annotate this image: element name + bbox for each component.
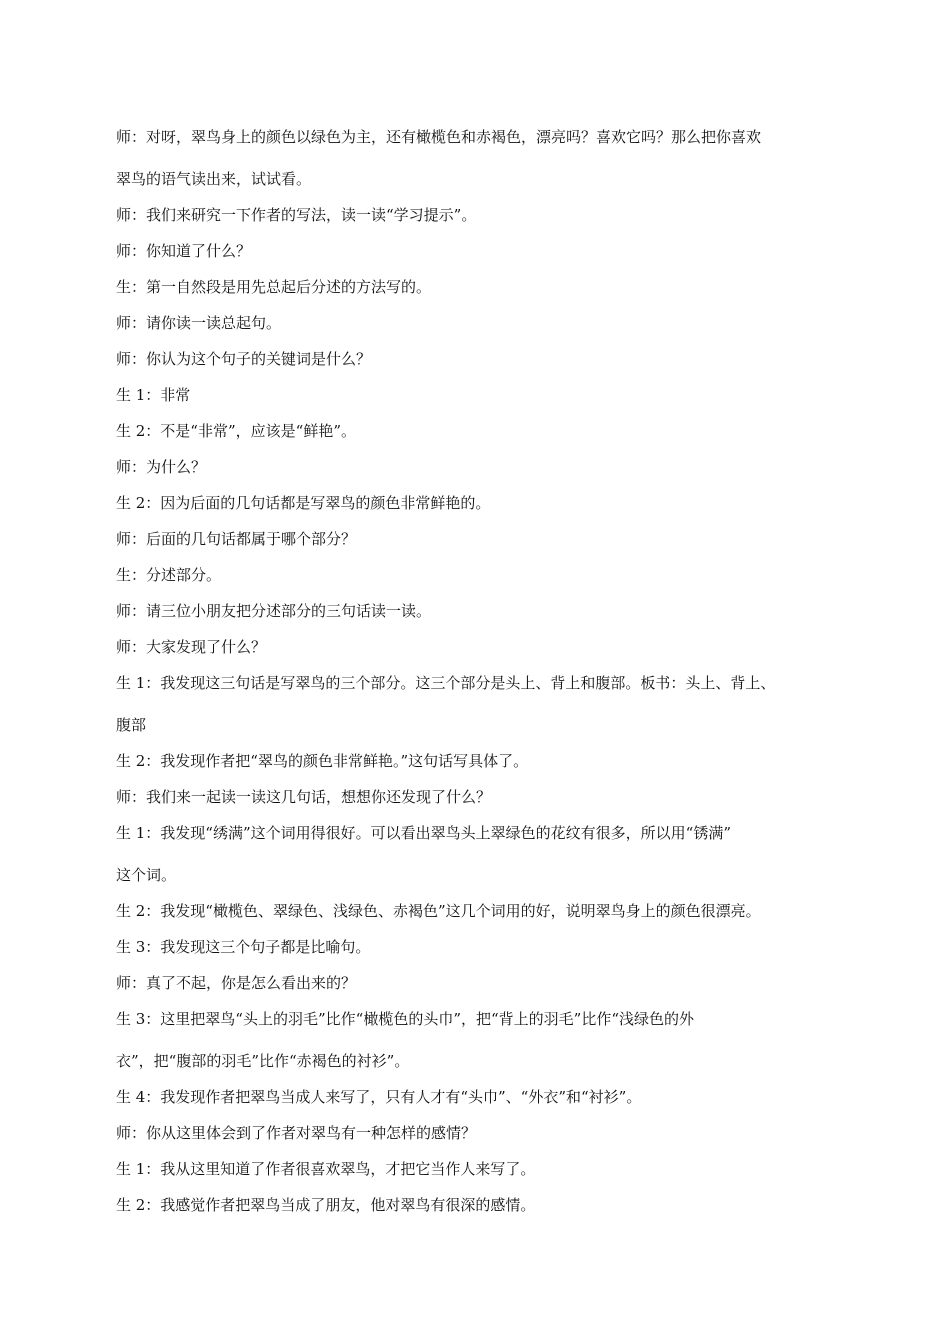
paragraph-line: 生 1：我从这里知道了作者很喜欢翠鸟，才把它当作人来写了。 <box>116 1160 536 1178</box>
paragraph-line: 生 2：我发现“橄榄色、翠绿色、浅绿色、赤褐色”这几个词用的好，说明翠鸟身上的颜色很漂亮。 <box>116 902 761 920</box>
paragraph-line: 生 1：我发现这三句话是写翠鸟的三个部分。这三个部分是头上、背上和腹部。板书：头上、背上、 <box>116 674 776 692</box>
paragraph-line: 生 2：不是“非常”，应该是“鲜艳”。 <box>116 422 356 440</box>
paragraph-line: 腹部 <box>116 716 147 734</box>
paragraph-line: 师：请你读一读总起句。 <box>116 314 282 332</box>
lesson-transcript <box>116 122 842 1226</box>
paragraph-line: 师：为什么？ <box>116 458 207 476</box>
paragraph-line: 生 1：我发现“绣满”这个词用得很好。可以看出翠鸟头上翠绿色的花纹有很多，所以用“锈满” <box>116 824 731 842</box>
paragraph-line: 生 2：我发现作者把“翠鸟的颜色非常鲜艳。”这句话写具体了。 <box>116 752 529 770</box>
paragraph-line: 师：真了不起，你是怎么看出来的？ <box>116 974 357 992</box>
paragraph-line: 衣”，把“腹部的羽毛”比作“赤褐色的衬衫”。 <box>116 1052 410 1070</box>
paragraph-line: 生 4：我发现作者把翠鸟当成人来写了，只有人才有“头巾”、“外衣”和“衬衫”。 <box>116 1088 642 1106</box>
paragraph-line: 生 3：这里把翠鸟“头上的羽毛”比作“橄榄色的头巾”，把“背上的羽毛”比作“浅绿色的外 <box>116 1010 694 1028</box>
paragraph-line: 翠鸟的语气读出来，试试看。 <box>116 170 312 188</box>
paragraph-line: 师：请三位小朋友把分述部分的三句话读一读。 <box>116 602 432 620</box>
paragraph-line: 生：第一自然段是用先总起后分述的方法写的。 <box>116 278 432 296</box>
paragraph-line: 生 1：非常 <box>116 386 191 404</box>
paragraph-line: 师：你知道了什么？ <box>116 242 252 260</box>
paragraph-line: 生 2：我感觉作者把翠鸟当成了朋友，他对翠鸟有很深的感情。 <box>116 1196 536 1214</box>
paragraph-line: 这个词。 <box>116 866 177 884</box>
paragraph-line: 师：你从这里体会到了作者对翠鸟有一种怎样的感情？ <box>116 1124 477 1142</box>
paragraph-line: 师：后面的几句话都属于哪个部分？ <box>116 530 357 548</box>
paragraph-line: 师：我们来研究一下作者的写法，读一读“学习提示”。 <box>116 206 477 224</box>
paragraph-line: 师：我们来一起读一读这几句话，想想你还发现了什么？ <box>116 788 492 806</box>
paragraph-line: 生 3：我发现这三个句子都是比喻句。 <box>116 938 371 956</box>
paragraph-line: 师：大家发现了什么？ <box>116 638 267 656</box>
paragraph-line: 师：对呀，翠鸟身上的颜色以绿色为主，还有橄榄色和赤褐色，漂亮吗？喜欢它吗？那么把你喜欢 <box>116 128 762 146</box>
paragraph-line: 生：分述部分。 <box>116 566 222 584</box>
paragraph-line: 生 2：因为后面的几句话都是写翠鸟的颜色非常鲜艳的。 <box>116 494 491 512</box>
paragraph-line: 师：你认为这个句子的关键词是什么？ <box>116 350 372 368</box>
